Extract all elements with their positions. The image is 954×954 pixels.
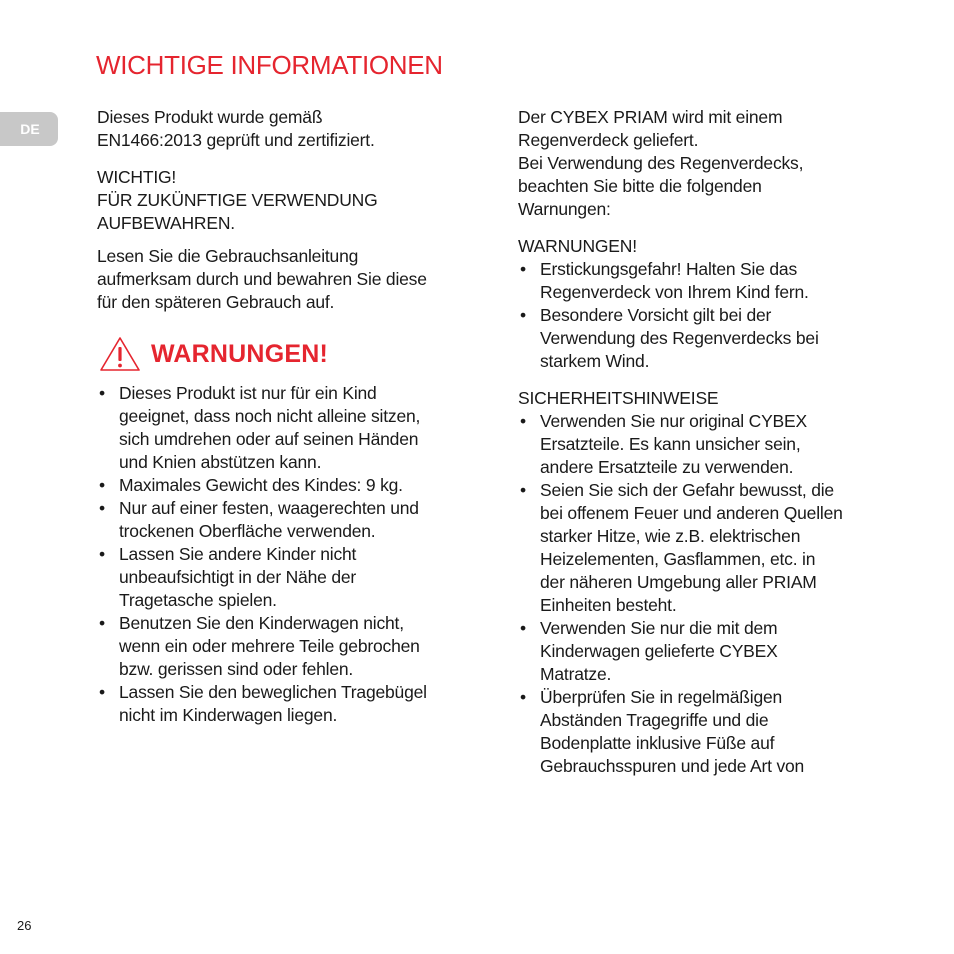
text-line: wenn ein oder mehrere Teile gebrochen bbox=[119, 636, 420, 656]
text-line: Regenverdeck von Ihrem Kind fern. bbox=[540, 282, 809, 302]
text-line: Matratze. bbox=[540, 664, 612, 684]
warnings-label: WARNUNGEN! bbox=[518, 236, 637, 256]
list-item bbox=[518, 479, 898, 617]
text-line: Verwendung des Regenverdecks bei bbox=[540, 328, 819, 348]
text-line: Regenverdeck geliefert. bbox=[518, 130, 699, 150]
text-line: Heizelementen, Gasflammen, etc. in bbox=[540, 549, 816, 569]
text-line: geeignet, dass noch nicht alleine sitzen, bbox=[119, 406, 421, 426]
language-tab: DE bbox=[0, 112, 58, 146]
text-line: bzw. gerissen sind oder fehlen. bbox=[119, 659, 354, 679]
text-line: andere Ersatzteile zu verwenden. bbox=[540, 457, 794, 477]
warnings-title: WARNUNGEN! bbox=[151, 340, 328, 368]
text-line: AUFBEWAHREN. bbox=[97, 213, 235, 233]
list-item bbox=[97, 612, 492, 681]
text-line: starker Hitze, wie z.B. elektrischen bbox=[540, 526, 801, 546]
text-line: beachten Sie bitte die folgenden bbox=[518, 176, 762, 196]
text-line: Tragetasche spielen. bbox=[119, 590, 277, 610]
left-column bbox=[97, 106, 492, 727]
page-number: 26 bbox=[17, 918, 32, 933]
text-line: • Verwenden Sie nur die mit dem bbox=[540, 618, 778, 638]
text-line: Ersatzteile. Es kann unsicher sein, bbox=[540, 434, 801, 454]
text-line: FÜR ZUKÜNFTIGE VERWENDUNG bbox=[97, 190, 378, 210]
text-line: Warnungen: bbox=[518, 199, 611, 219]
text-line: • Benutzen Sie den Kinderwagen nicht, bbox=[119, 613, 404, 633]
list-item bbox=[97, 382, 492, 474]
list-item bbox=[518, 686, 898, 778]
right-column bbox=[518, 106, 898, 778]
text-line: nicht im Kinderwagen liegen. bbox=[119, 705, 338, 725]
warnings-heading bbox=[97, 334, 492, 374]
intro-paragraph bbox=[97, 106, 492, 152]
text-line: • Besondere Vorsicht gilt bei der bbox=[540, 305, 772, 325]
list-item bbox=[518, 617, 898, 686]
important-notice bbox=[97, 166, 492, 235]
warnings-list bbox=[97, 382, 492, 727]
list-item bbox=[97, 474, 492, 497]
text-line: Einheiten besteht. bbox=[540, 595, 677, 615]
text-line: Abständen Tragegriffe und die bbox=[540, 710, 769, 730]
read-instructions-paragraph bbox=[97, 245, 492, 314]
rain-cover-warnings-list bbox=[518, 258, 898, 373]
list-item bbox=[518, 410, 898, 479]
text-line: Lesen Sie die Gebrauchsanleitung bbox=[97, 246, 359, 266]
text-line: Bei Verwendung des Regenverdecks, bbox=[518, 153, 804, 173]
list-item bbox=[97, 497, 492, 543]
list-item bbox=[518, 304, 898, 373]
text-line: • Überprüfen Sie in regelmäßigen bbox=[540, 687, 783, 707]
rain-cover-intro bbox=[518, 106, 898, 221]
text-line: EN1466:2013 geprüft und zertifiziert. bbox=[97, 130, 375, 150]
text-line: • Nur auf einer festen, waagerechten und bbox=[119, 498, 419, 518]
safety-label: SICHERHEITSHINWEISE bbox=[518, 388, 719, 408]
text-line: Gebrauchsspuren und jede Art von bbox=[540, 756, 805, 776]
text-line: • Lassen Sie andere Kinder nicht bbox=[119, 544, 357, 564]
text-line: • Lassen Sie den beweglichen Tragebügel bbox=[119, 682, 427, 702]
text-line: bei offenem Feuer und anderen Quellen bbox=[540, 503, 843, 523]
text-line: für den späteren Gebrauch auf. bbox=[97, 292, 335, 312]
text-line: aufmerksam durch und bewahren Sie diese bbox=[97, 269, 427, 289]
text-line: Bodenplatte inklusive Füße auf bbox=[540, 733, 775, 753]
safety-list bbox=[518, 410, 898, 778]
text-line: • Dieses Produkt ist nur für ein Kind bbox=[119, 383, 377, 403]
text-line: unbeaufsichtigt in der Nähe der bbox=[119, 567, 357, 587]
text-line: Kinderwagen gelieferte CYBEX bbox=[540, 641, 778, 661]
list-item bbox=[97, 681, 492, 727]
text-line: Der CYBEX PRIAM wird mit einem bbox=[518, 107, 783, 127]
text-line: trockenen Oberfläche verwenden. bbox=[119, 521, 376, 541]
text-line: WICHTIG! bbox=[97, 167, 177, 187]
text-line: • Verwenden Sie nur original CYBEX bbox=[540, 411, 807, 431]
text-line: der näheren Umgebung aller PRIAM bbox=[540, 572, 817, 592]
list-item bbox=[518, 258, 898, 304]
text-line: • Maximales Gewicht des Kindes: 9 kg. bbox=[119, 475, 403, 495]
list-item bbox=[97, 543, 492, 612]
text-line: sich umdrehen oder auf seinen Händen bbox=[119, 429, 419, 449]
warning-triangle-icon bbox=[99, 336, 141, 372]
text-line: • Seien Sie sich der Gefahr bewusst, die bbox=[540, 480, 834, 500]
text-line: Dieses Produkt wurde gemäß bbox=[97, 107, 323, 127]
text-line: starkem Wind. bbox=[540, 351, 650, 371]
text-line: • Erstickungsgefahr! Halten Sie das bbox=[540, 259, 798, 279]
text-line: und Knien abstützen kann. bbox=[119, 452, 322, 472]
page-title: WICHTIGE INFORMATIONEN bbox=[96, 50, 443, 80]
